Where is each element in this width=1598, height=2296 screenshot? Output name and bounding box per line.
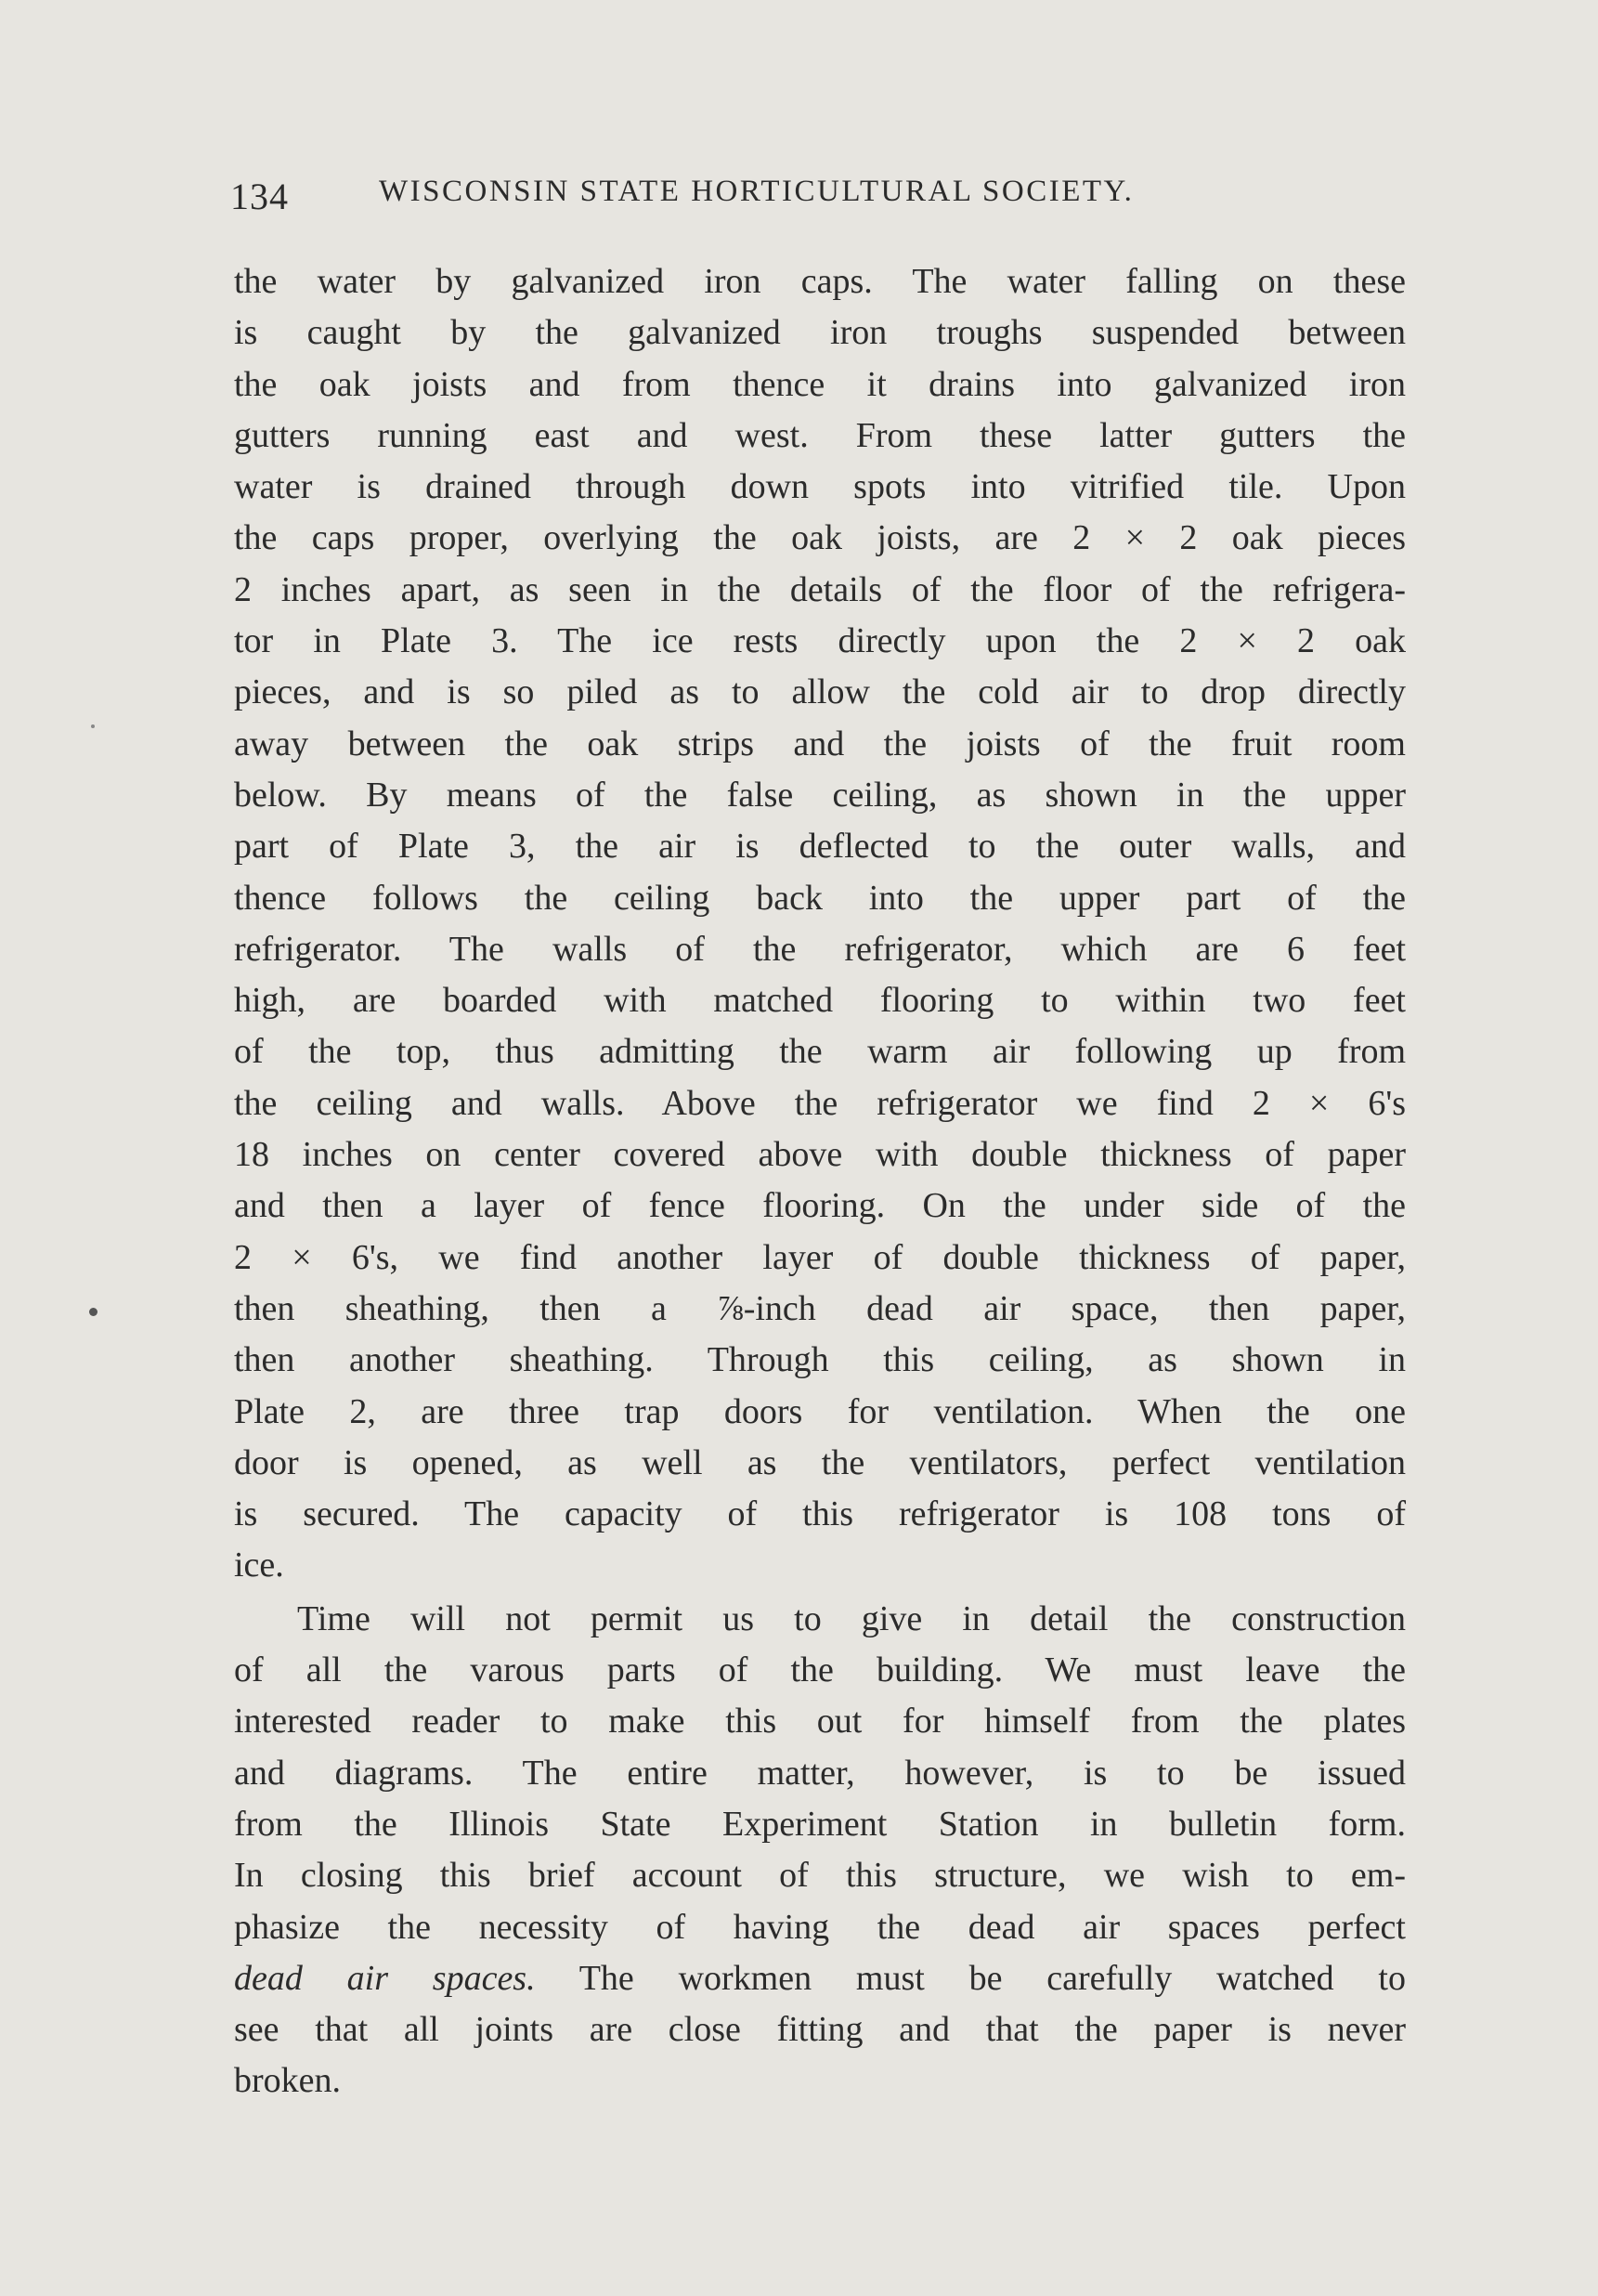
text-line: then sheathing, then a ⅞-inch dead air space, then paper, (234, 1288, 1406, 1328)
text-line: the ceiling and walls. Above the refrigerator we find 2 × 6's (234, 1083, 1406, 1123)
print-speck (89, 1308, 97, 1316)
text-line: broken. (234, 2061, 342, 2101)
running-head: WISCONSIN STATE HORTICULTURAL SOCIETY. (379, 175, 1135, 208)
text-line: see that all joints are close fitting and that the paper is never (234, 2010, 1406, 2050)
text-line: phasize the necessity of having the dead air spaces perfect (234, 1907, 1406, 1947)
page-header (230, 165, 1261, 221)
text-line: below. By means of the false ceiling, as shown in the upper (234, 775, 1406, 815)
text-line: part of Plate 3, the air is deflected to the outer walls, and (234, 827, 1406, 867)
text-line: the caps proper, overlying the oak joists, are 2 × 2 oak pieces (234, 518, 1406, 558)
text-line: and diagrams. The entire matter, however, is to be issued (234, 1753, 1406, 1793)
text-line: Time will not permit us to give in detail the construction (297, 1598, 1406, 1638)
text-line: refrigerator. The walls of the refrigerator, which are 6 feet (234, 929, 1406, 969)
text-line: Plate 2, are three trap doors for ventilation. When the one (234, 1391, 1406, 1431)
text-line: gutters running east and west. From these latter gutters the (234, 415, 1406, 455)
text-line: interested reader to make this out for himself from the plates (234, 1702, 1406, 1742)
text-line: of all the varous parts of the building. We must leave the (234, 1650, 1406, 1690)
text-line: 2 × 6's, we find another layer of double thickness of paper, (234, 1237, 1406, 1277)
text-line: the water by galvanized iron caps. The water falling on these (234, 262, 1406, 301)
text-line: then another sheathing. Through this ceiling, as shown in (234, 1340, 1406, 1380)
text-line: 2 inches apart, as seen in the details of the floor of the refrigera- (234, 569, 1406, 609)
body-text (234, 256, 1406, 2107)
text-line: the oak joists and from thence it drains into galvanized iron (234, 364, 1406, 404)
print-speck (91, 724, 95, 728)
text-line: In closing this brief account of this structure, we wish to em- (234, 1856, 1406, 1896)
text-line: from the Illinois State Experiment Station in bulletin form. (234, 1804, 1406, 1844)
text-line: door is opened, as well as the ventilators, perfect ventilation (234, 1442, 1406, 1482)
paragraph (234, 1594, 1406, 2107)
text-line: and then a layer of fence flooring. On the under side of the (234, 1186, 1406, 1226)
text-line: of the top, thus admitting the warm air following up from (234, 1032, 1406, 1072)
text-line: away between the oak strips and the joists of the fruit room (234, 724, 1406, 763)
text-line: ice. (234, 1546, 284, 1585)
text-line: is secured. The capacity of this refrigerator is 108 tons of (234, 1494, 1406, 1534)
text-line: dead air spaces. The workmen must be carefully watched to (234, 1958, 1406, 1998)
text-line: high, are boarded with matched flooring to within two feet (234, 981, 1406, 1021)
text-line: thence follows the ceiling back into the upper part of the (234, 878, 1406, 918)
text-line: is caught by the galvanized iron troughs suspended between (234, 313, 1406, 353)
text-line: water is drained through down spots into vitrified tile. Upon (234, 467, 1406, 507)
paragraph (234, 256, 1406, 1592)
text-line: tor in Plate 3. The ice rests directly upon the 2 × 2 oak (234, 621, 1406, 661)
page-number: 134 (230, 176, 289, 217)
text-line: pieces, and is so piled as to allow the cold air to drop directly (234, 672, 1406, 712)
text-line: 18 inches on center covered above with double thickness of paper (234, 1135, 1406, 1175)
